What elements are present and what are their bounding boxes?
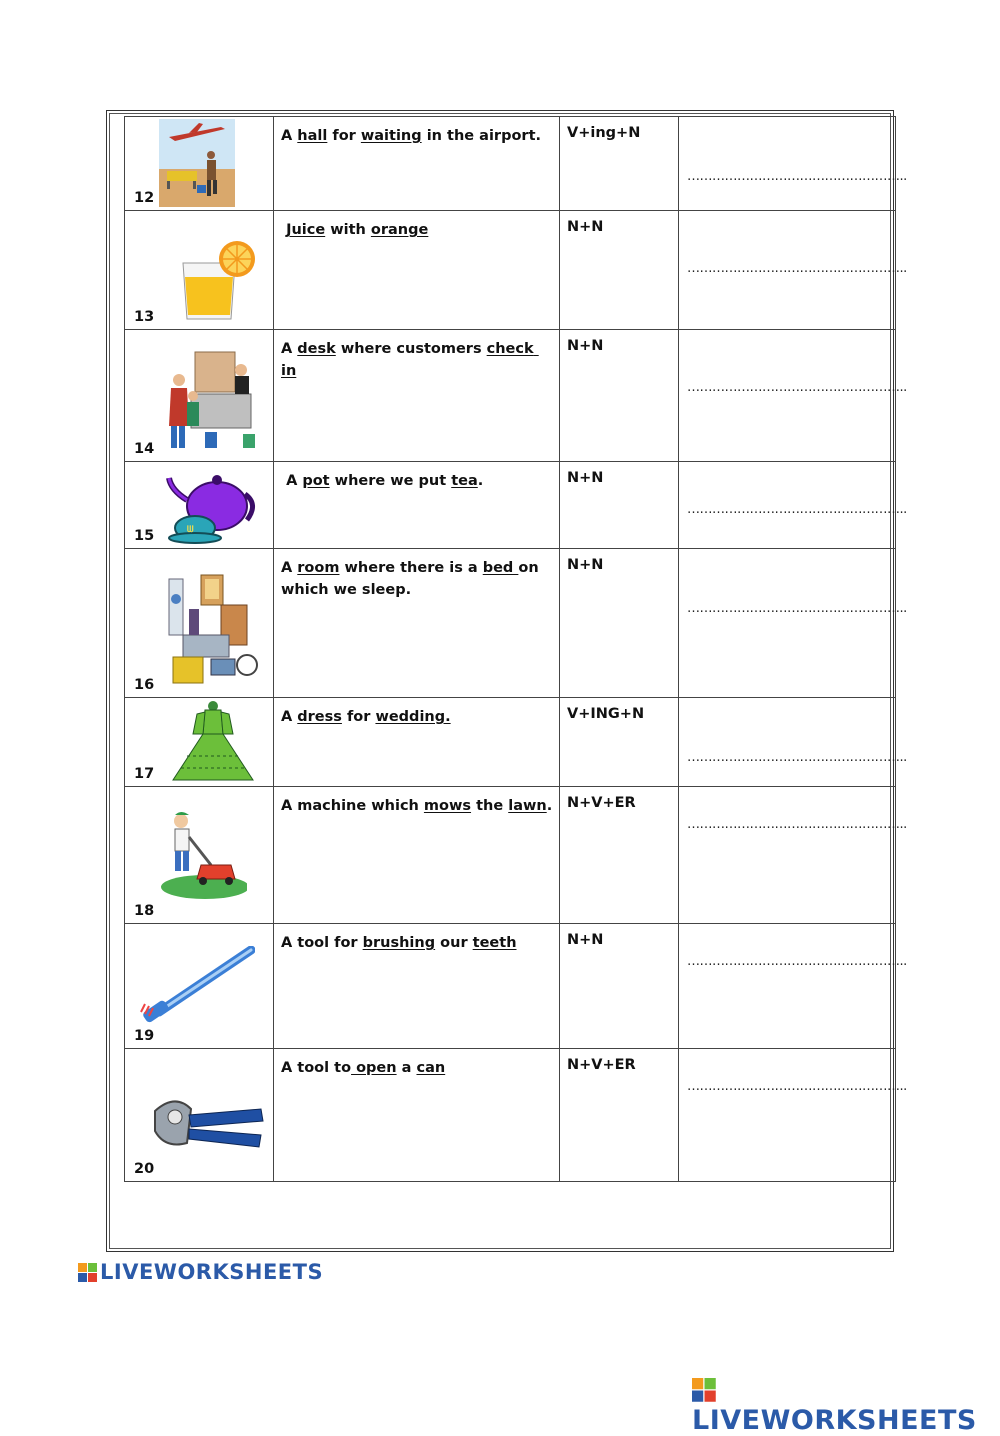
answer-cell[interactable] [679, 211, 907, 330]
answer-blank[interactable]: …………………………………………….. [687, 502, 907, 517]
formula-text: N+N [567, 932, 604, 948]
item-number: 16 [134, 677, 155, 693]
answer-blank[interactable]: …………………………………………….. [687, 750, 907, 765]
answer-blank[interactable]: …………………………………………….. [687, 1079, 907, 1094]
description-cell [274, 462, 560, 549]
underlined-keyword: can [416, 1060, 446, 1076]
description-cell [274, 549, 560, 698]
lawn-mower-icon [151, 807, 247, 907]
answer-blank[interactable]: …………………………………………….. [687, 601, 907, 616]
description-text: with [325, 222, 371, 238]
toothbrush-icon [135, 946, 255, 1030]
underlined-keyword: check in [281, 341, 539, 379]
formula-cell [560, 462, 679, 549]
description-text: for [327, 128, 361, 144]
formula-cell [560, 330, 679, 462]
answer-cell[interactable] [679, 698, 907, 787]
logo-mark-icon [78, 1263, 98, 1283]
answer-blank[interactable]: …………………………………………….. [687, 261, 907, 276]
underlined-keyword: orange [370, 222, 429, 238]
description-text: A [281, 128, 298, 144]
formula-text: N+N [567, 338, 604, 354]
description-text: A machine which [281, 798, 424, 814]
answer-cell[interactable] [679, 549, 907, 698]
answer-cell[interactable] [679, 117, 907, 211]
formula-text: N+N [567, 470, 604, 486]
wedding-dress-icon [167, 700, 257, 790]
table-row [125, 787, 896, 924]
answer-blank[interactable]: …………………………………………….. [687, 169, 907, 184]
description-text: . [546, 798, 553, 814]
picture-cell [125, 462, 274, 549]
picture-cell [125, 1049, 274, 1182]
table-row [125, 1049, 896, 1182]
description-text: where customers [335, 341, 487, 357]
description-text: for [341, 709, 376, 725]
formula-cell [560, 787, 679, 924]
description-text: A tool for [281, 935, 363, 951]
item-number: 19 [134, 1028, 155, 1044]
underlined-keyword: brushing [362, 935, 436, 951]
underlined-keyword: room [297, 560, 340, 576]
formula-text: V+ing+N [567, 125, 641, 141]
picture-cell [125, 549, 274, 698]
formula-text: N+N [567, 219, 604, 235]
formula-text: N+V+ER [567, 1057, 636, 1073]
underlined-keyword: tea [451, 473, 478, 489]
picture-cell [125, 117, 274, 211]
logo-text: LIVEWORKSHEETS [692, 1405, 977, 1436]
description-text: A [281, 709, 298, 725]
table-row [125, 462, 896, 549]
underlined-keyword: pot [302, 473, 330, 489]
description-text: a [396, 1060, 417, 1076]
item-number: 20 [134, 1161, 155, 1177]
item-number: 18 [134, 903, 155, 919]
description-cell [274, 330, 560, 462]
underlined-keyword: wedding. [375, 709, 451, 725]
picture-cell [125, 924, 274, 1049]
formula-cell [560, 698, 679, 787]
logo-text: LIVEWORKSHEETS [100, 1260, 324, 1284]
formula-cell [560, 211, 679, 330]
description-text: our [435, 935, 473, 951]
airport-waiting-hall-icon [159, 119, 235, 211]
description-cell [274, 698, 560, 787]
description-cell [274, 787, 560, 924]
underlined-keyword: mows [423, 798, 472, 814]
logo-mark-icon [692, 1378, 717, 1403]
picture-cell [125, 330, 274, 462]
description-text: . [477, 473, 484, 489]
formula-cell [560, 924, 679, 1049]
answer-blank[interactable]: …………………………………………….. [687, 380, 907, 395]
formula-cell [560, 117, 679, 211]
underlined-keyword: desk [297, 341, 336, 357]
item-number: 17 [134, 766, 155, 782]
formula-cell [560, 1049, 679, 1182]
formula-cell [560, 549, 679, 698]
picture-cell [125, 787, 274, 924]
picture-cell [125, 698, 274, 787]
description-text: A [281, 560, 298, 576]
picture-cell [125, 211, 274, 330]
can-opener-icon [145, 1087, 265, 1167]
table-row [125, 117, 896, 211]
underlined-keyword: open [351, 1060, 397, 1076]
underlined-keyword: teeth [472, 935, 517, 951]
answer-cell[interactable] [679, 330, 907, 462]
item-number: 15 [134, 528, 155, 544]
underlined-keyword: bed [482, 560, 519, 576]
description-text: A [281, 473, 303, 489]
description-cell [274, 1049, 560, 1182]
orange-juice-glass-icon [177, 233, 257, 329]
formula-text: V+ING+N [567, 706, 645, 722]
answer-cell[interactable] [679, 1049, 907, 1182]
item-number: 14 [134, 441, 155, 457]
description-text: where there is a [339, 560, 483, 576]
svg-text:ᗯ: ᗯ [187, 525, 194, 535]
description-text: where we put [329, 473, 452, 489]
table-row [125, 211, 896, 330]
table-row [125, 698, 896, 787]
answer-cell[interactable] [679, 787, 907, 924]
underlined-keyword: Juice [286, 222, 326, 238]
description-cell [274, 117, 560, 211]
formula-text: N+N [567, 557, 604, 573]
description-text: A [281, 341, 298, 357]
answer-blank[interactable]: …………………………………………….. [687, 954, 907, 969]
check-in-desk-icon [165, 348, 265, 462]
answer-cell[interactable] [679, 462, 907, 549]
bedroom-icon [165, 569, 261, 693]
worksheet-table [124, 116, 907, 1182]
description-cell [274, 211, 560, 330]
answer-cell[interactable] [679, 924, 907, 1049]
liveworksheets-logo [78, 1260, 323, 1284]
description-text: the [471, 798, 509, 814]
item-number: 13 [134, 309, 155, 325]
answer-blank[interactable]: …………………………………………….. [687, 817, 907, 832]
description-text: on which we sleep. [281, 560, 544, 598]
underlined-keyword: lawn [508, 798, 547, 814]
description-text: A tool to [281, 1060, 352, 1076]
item-number: 12 [134, 190, 155, 206]
liveworksheets-logo-footer [692, 1374, 1000, 1436]
underlined-keyword: waiting [360, 128, 422, 144]
underlined-keyword: dress [297, 709, 342, 725]
table-row [125, 924, 896, 1049]
description-cell [274, 924, 560, 1049]
table-row [125, 330, 896, 462]
teapot-icon [165, 464, 261, 548]
formula-text: N+V+ER [567, 795, 636, 811]
underlined-keyword: hall [297, 128, 328, 144]
description-text: in the airport. [421, 128, 542, 144]
table-row [125, 549, 896, 698]
